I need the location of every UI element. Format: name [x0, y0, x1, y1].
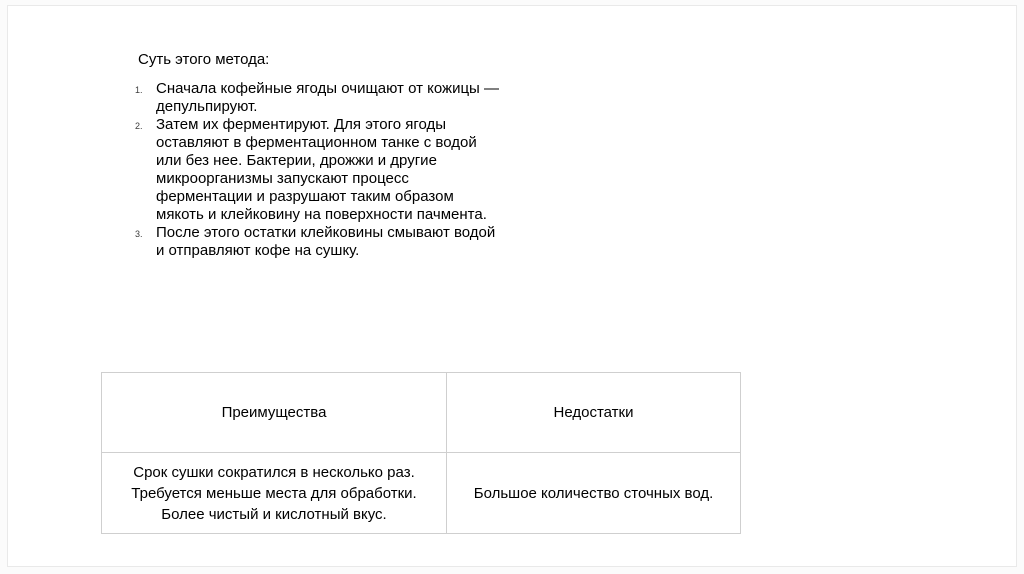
table-cell-advantages — [102, 453, 447, 533]
list-item-text — [156, 224, 575, 260]
list-item-line: депульпируют. — [156, 98, 258, 115]
list-item-line: Затем их ферментируют. Для этого ягоды — [156, 116, 447, 133]
table-cell-line: Требуется меньше места для обработки. — [131, 484, 417, 502]
list-item — [135, 224, 575, 260]
list-item — [135, 116, 575, 224]
list-item-line: После этого остатки клейковины смывают водой — [156, 224, 496, 241]
list-item-line: ферментации и разрушают таким образом — [156, 188, 454, 205]
list-item-marker: 1. — [135, 85, 143, 95]
table-header-disadvantages — [447, 373, 740, 453]
list-item-marker: 2. — [135, 121, 143, 131]
list-item-line: или без нее. Бактерии, дрожжи и другие — [156, 152, 437, 169]
list-item-line: Сначала кофейные ягоды очищают от кожицы — — [156, 80, 499, 97]
list-item — [135, 80, 575, 116]
table-cell-line: Срок сушки сократился в несколько раз. — [133, 463, 415, 481]
method-steps-list — [135, 80, 575, 260]
list-item-text — [156, 80, 575, 116]
table-header-label: Преимущества — [221, 404, 327, 421]
list-item-line: оставляют в ферментационном танке с водой — [156, 134, 477, 151]
list-item-line: и отправляют кофе на сушку. — [156, 242, 360, 259]
table-cell-disadvantages — [447, 453, 740, 533]
table-cell-text: Большое количество сточных вод. — [473, 484, 714, 502]
table-header-advantages — [102, 373, 447, 453]
list-item-line: мякоть и клейковину на поверхности пачмента. — [156, 206, 487, 223]
slide-canvas — [7, 5, 1017, 567]
pros-cons-table — [101, 372, 741, 534]
list-item-text — [156, 116, 575, 224]
list-item-marker: 3. — [135, 229, 143, 239]
list-item-line: микроорганизмы запускают процесс — [156, 170, 409, 187]
table-header-label: Недостатки — [553, 404, 634, 421]
table-cell-text — [131, 462, 416, 525]
slide-title: Суть этого метода: — [138, 51, 270, 68]
table-cell-line: Более чистый и кислотный вкус. — [161, 505, 387, 523]
